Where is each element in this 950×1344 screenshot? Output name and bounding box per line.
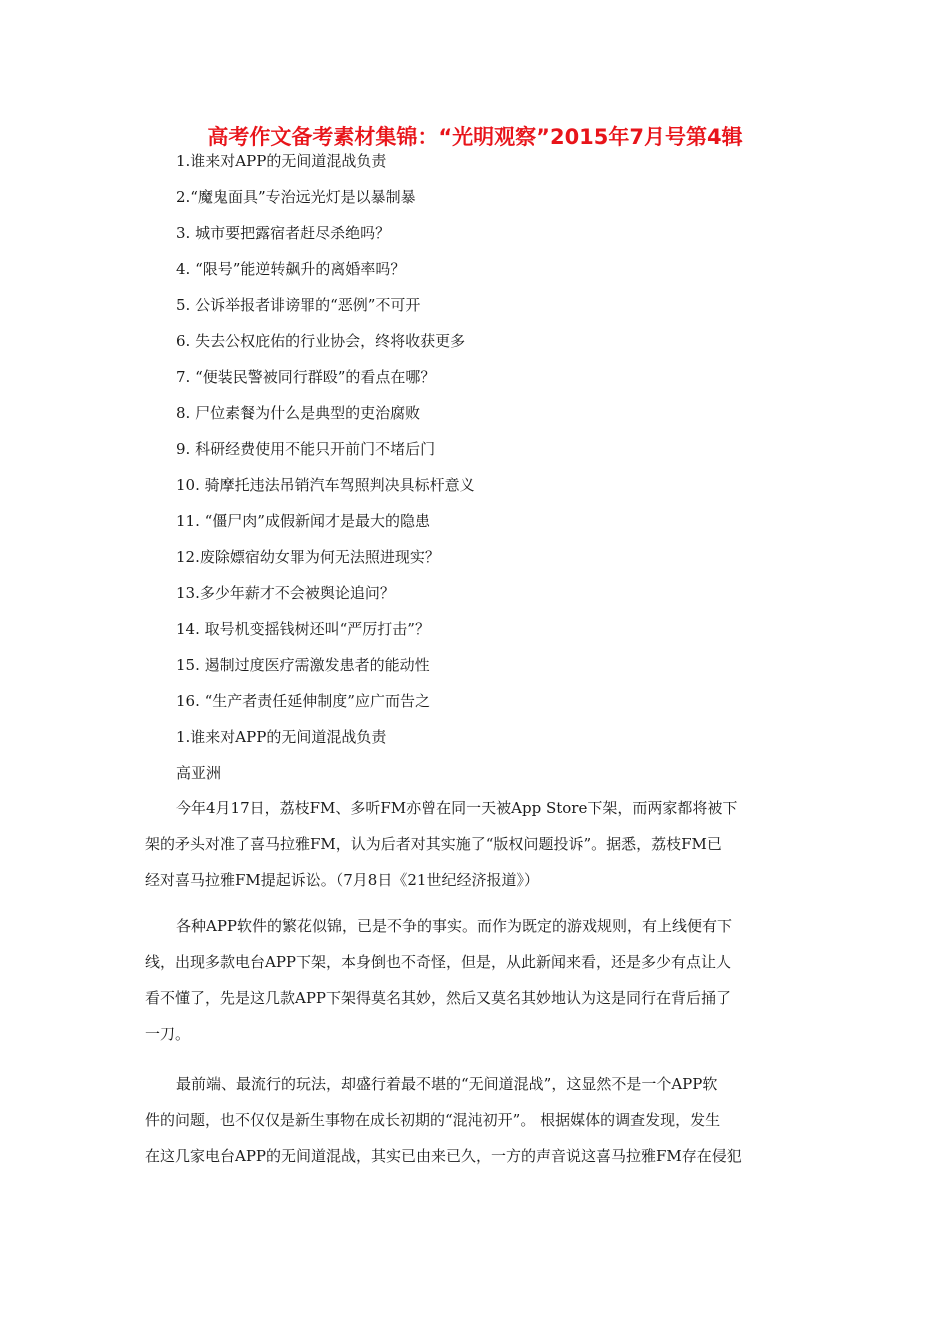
body-paragraph bbox=[145, 790, 805, 898]
document-title: 高考作文备考素材集锦：“光明观察”2015年7月号第4辑 bbox=[207, 125, 743, 149]
toc-item: 10. 骑摩托违法吊销汽车驾照判决具标杆意义 bbox=[176, 476, 475, 494]
body-paragraph bbox=[145, 1066, 805, 1174]
toc-item: 1.谁来对APP的无间道混战负责 bbox=[176, 152, 387, 170]
author-name: 高亚洲 bbox=[176, 764, 222, 782]
paragraph-line: 最前端、最流行的玩法，却盛行着最不堪的“无间道混战”，这显然不是一个APP软 bbox=[176, 1075, 718, 1093]
paragraph-line: 件的问题，也不仅仅是新生事物在成长初期的“混沌初开”。 根据媒体的调查发现，发生 bbox=[145, 1111, 721, 1129]
toc-item: 3. 城市要把露宿者赶尽杀绝吗？ bbox=[176, 224, 391, 242]
paragraph-line: 今年4月17日，荔枝FM、多听FM亦曾在同一天被App Store下架，而两家都将被下 bbox=[176, 799, 738, 817]
toc-item: 6. 失去公权庇佑的行业协会，终将收获更多 bbox=[176, 332, 466, 350]
toc-item: 5. 公诉举报者诽谤罪的“恶例”不可开 bbox=[176, 296, 421, 314]
toc-item: 16. “生产者责任延伸制度”应广而告之 bbox=[176, 692, 430, 710]
paragraph-line: 在这几家电台APP的无间道混战，其实已由来已久，一方的声音说这喜马拉雅FM存在侵犯 bbox=[145, 1147, 742, 1165]
paragraph-line: 看不懂了，先是这几款APP下架得莫名其妙，然后又莫名其妙地认为这是同行在背后捅了 bbox=[145, 989, 732, 1007]
table-of-contents bbox=[176, 148, 475, 724]
body-paragraph bbox=[145, 908, 805, 1052]
toc-item: 7. “便装民警被同行群殴”的看点在哪？ bbox=[176, 368, 436, 386]
section-heading: 1.谁来对APP的无间道混战负责 bbox=[176, 728, 387, 746]
paragraph-line: 经对喜马拉雅FM提起诉讼。（7月8日《21世纪经济报道》） bbox=[145, 871, 539, 889]
toc-item: 9. 科研经费使用不能只开前门不堵后门 bbox=[176, 440, 436, 458]
paragraph-line: 线，出现多款电台APP下架，本身倒也不奇怪，但是，从此新闻来看，还是多少有点让人 bbox=[145, 953, 732, 971]
toc-item: 14. 取号机变摇钱树还叫“严厉打击”？ bbox=[176, 620, 430, 638]
toc-item: 8. 尸位素餐为什么是典型的吏治腐败 bbox=[176, 404, 421, 422]
toc-item: 15. 遏制过度医疗需激发患者的能动性 bbox=[176, 656, 430, 674]
toc-item: 12.废除嫖宿幼女罪为何无法照进现实？ bbox=[176, 548, 440, 566]
paragraph-line: 一刀。 bbox=[145, 1025, 191, 1043]
toc-item: 11. “僵尸肉”成假新闻才是最大的隐患 bbox=[176, 512, 430, 530]
paragraph-line: 各种APP软件的繁花似锦，已是不争的事实。而作为既定的游戏规则，有上线便有下 bbox=[176, 917, 733, 935]
paragraph-line: 架的矛头对准了喜马拉雅FM，认为后者对其实施了“版权问题投诉”。据悉，荔枝FM已 bbox=[145, 835, 722, 853]
toc-item: 4. “限号”能逆转飙升的离婚率吗？ bbox=[176, 260, 406, 278]
toc-item: 13.多少年薪才不会被舆论追问？ bbox=[176, 584, 395, 602]
toc-item: 2.“魔鬼面具”专治远光灯是以暴制暴 bbox=[176, 188, 416, 206]
